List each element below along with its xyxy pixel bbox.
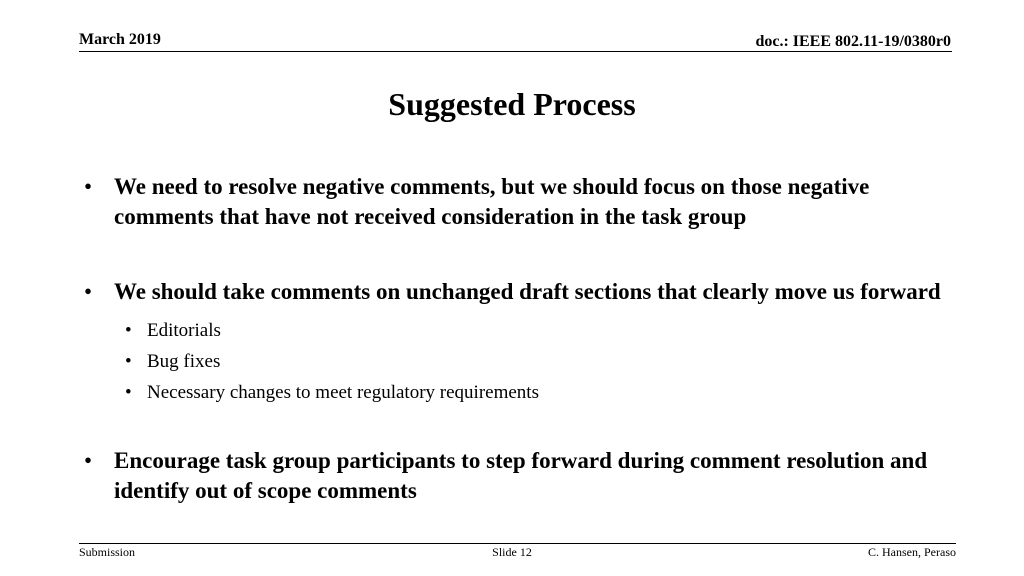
sub-bullet-item	[84, 377, 964, 408]
footer-divider	[79, 543, 956, 544]
bullet-text: Encourage task group participants to step forward during comment resolution and identify out of scope comments	[114, 448, 928, 503]
bullet-dot-icon: •	[125, 351, 132, 372]
sub-bullet-text: Necessary changes to meet regulatory requirements	[147, 382, 539, 403]
sub-bullet-item	[84, 346, 964, 377]
bullet-dot-icon: •	[125, 382, 132, 403]
bullet-item	[84, 172, 964, 232]
bullet-dot-icon: •	[84, 448, 93, 473]
bullet-text: We need to resolve negative comments, but we should focus on those negative comments that have not received consideration in the task group	[114, 174, 870, 229]
header-date: March 2019	[79, 31, 161, 48]
sub-bullet-list	[84, 315, 964, 408]
sub-bullet-text: Editorials	[147, 320, 221, 341]
header-doc-id: doc.: IEEE 802.11-19/0380r0	[755, 33, 951, 50]
bullet-text: We should take comments on unchanged draft sections that clearly move us forward	[114, 279, 941, 304]
slide-title: Suggested Process	[388, 86, 636, 122]
bullet-item	[84, 446, 964, 506]
header-divider	[79, 51, 952, 52]
footer-submission: Submission	[79, 545, 136, 559]
bullet-dot-icon: •	[84, 174, 93, 199]
bullet-item	[84, 277, 964, 307]
sub-bullet-text: Bug fixes	[147, 351, 221, 372]
sub-bullet-item	[84, 315, 964, 346]
footer-slide-number: Slide 12	[492, 545, 532, 559]
footer-authors: C. Hansen, Peraso	[868, 545, 956, 559]
bullet-dot-icon: •	[125, 320, 132, 341]
bullet-dot-icon: •	[84, 279, 93, 304]
slide-body	[84, 172, 964, 506]
